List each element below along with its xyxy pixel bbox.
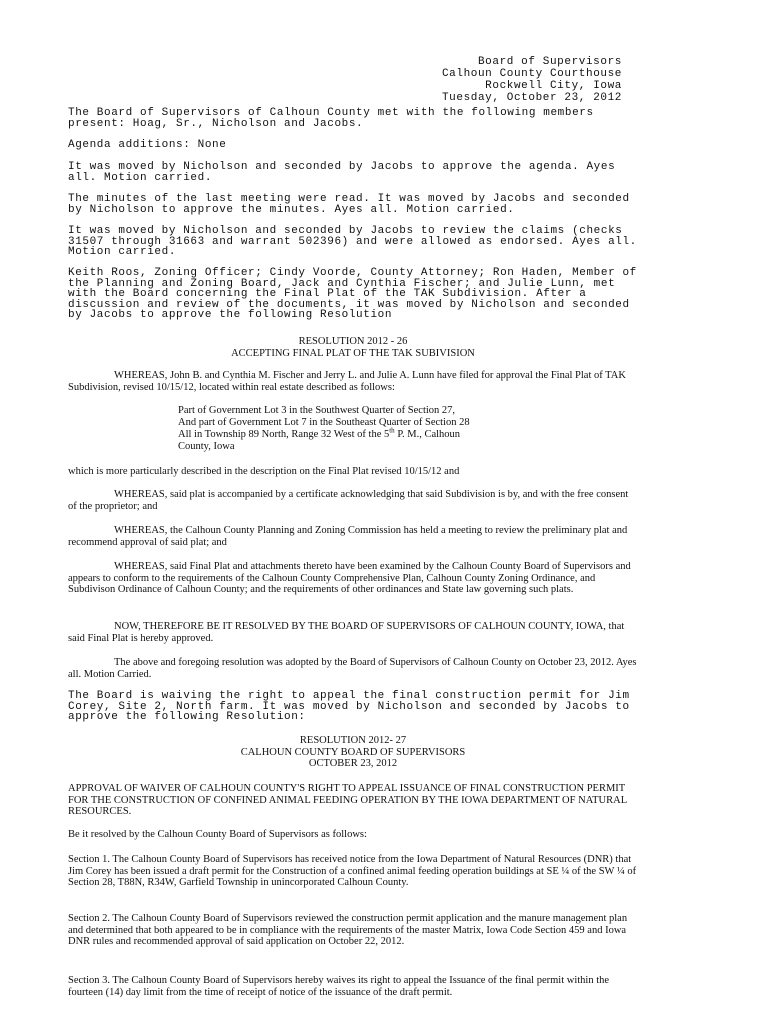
- section-3: Section 3. The Calhoun County Board of Supervisors hereby waives its right to appeal the Issuance of the final permit within the fourteen (14) day limit from the time of receipt of notice of the issuance of the draft permit.: [68, 975, 610, 998]
- resolved-approved: NOW, THEREFORE BE IT RESOLVED BY THE BOARD OF SUPERVISORS OF CALHOUN COUNTY, IOWA, that said Final Plat is hereby approved.: [68, 621, 625, 644]
- resolution-26-heading: [68, 336, 638, 359]
- header-city: Rockwell City, Iowa: [485, 80, 622, 92]
- resolution-27-heading: [68, 735, 638, 770]
- section-1: Section 1. The Calhoun County Board of Supervisors has received notice from the Iowa Department of Natural Resources (DNR) that Jim Corey has been issued a draft permit for the Construction of a confined animal feeding operation buildings at SE ¼ of the SW ¼ of Section 28, T88N, R34W, Garfield Township in unincorporated Calhoun County.: [68, 854, 637, 889]
- header-date: Tuesday, October 23, 2012: [441, 92, 622, 104]
- resolved-intro: Be it resolved by the Calhoun County Board of Supervisors as follows:: [68, 829, 367, 840]
- plat-discussion: Keith Roos, Zoning Officer; Cindy Voorde, County Attorney; Ron Haden, Member of the Planning and Zoning Board, Jack and Cynthia Fischer; and Julie Lunn, met with the Board concerning the Final Plat of the TAK Subdivision. After a discussion and review of the documents, it was moved by Nicholson and seconded by Jacobs to approve the following Resolution: [68, 267, 645, 322]
- resolution-27-number: RESOLUTION 2012- 27: [299, 735, 407, 746]
- legal-line-3-tail: P. M., Calhoun: [394, 429, 461, 440]
- agenda-additions: Agenda additions: None: [68, 139, 227, 151]
- resolution-26-number: RESOLUTION 2012 - 26: [298, 336, 408, 347]
- whereas-examined: WHEREAS, said Final Plat and attachments thereto have been examined by the Calhoun County Board of Supervisors and appears to conform to the requirements of the Calhoun County Comprehensive Plan, Calhoun County Zoning Ordinance, and Subdivison Ordinance of Calhoun County; and the requirements of other ordinances and State law governing such plats.: [68, 561, 631, 596]
- whereas-certificate: WHEREAS, said plat is accompanied by a certificate acknowledging that said Subdivision is by, and with the free consent of the proprietor; and: [68, 489, 629, 512]
- legal-line-3-text: All in Township 89 North, Range 32 West of the 5: [178, 429, 390, 440]
- legal-line-2: And part of Government Lot 7 in the Southeast Quarter of Section 28: [178, 417, 470, 428]
- meeting-header: [442, 56, 622, 104]
- header-courthouse: Calhoun County Courthouse: [441, 68, 622, 80]
- legal-line-4: County, Iowa: [178, 441, 235, 452]
- whereas-commission: WHEREAS, the Calhoun County Planning and Zoning Commission has held a meeting to review the preliminary plat and recommend approval of said plat; and: [68, 525, 628, 548]
- described-text: which is more particularly described in the description on the Final Plat revised 10/15/12 and: [68, 466, 460, 477]
- minutes-motion: The minutes of the last meeting were read. It was moved by Jacobs and seconded by Nicholson to approve the minutes. Ayes all. Motion carried.: [68, 193, 637, 216]
- resolution-27-title: APPROVAL OF WAIVER OF CALHOUN COUNTY'S RIGHT TO APPEAL ISSUANCE OF FINAL CONSTRUCTION PERMIT FOR THE CONSTRUCTION OF CONFINED ANIMAL FEEDING OPERATION BY THE IOWA DEPARTMENT OF NATURAL RESOURCES.: [68, 783, 627, 818]
- legal-line-3: [178, 426, 558, 441]
- section-2: Section 2. The Calhoun County Board of Supervisors reviewed the construction permit application and the manure management plan and determined that both appeared to be in compliance with the requirements of the master Matrix, Iowa Code Section 459 and Iowa DNR rules and recommended approval of said application on October 22, 2012.: [68, 913, 628, 948]
- legal-line-1: Part of Government Lot 3 in the Southwest Quarter of Section 27,: [178, 405, 456, 416]
- resolution-27-body: CALHOUN COUNTY BOARD OF SUPERVISORS: [240, 746, 466, 758]
- legal-description: [178, 405, 558, 453]
- legal-line-3-sup: th: [389, 426, 395, 435]
- resolution-26-title: ACCEPTING FINAL PLAT OF THE TAK SUBIVISION: [231, 347, 475, 359]
- waiver-intro: The Board is waiving the right to appeal the final construction permit for Jim Corey, Site 2, North farm. It was moved by Nicholson and seconded by Jacobs to approve the following Resolution:: [68, 690, 637, 724]
- claims-motion: It was moved by Nicholson and seconded by Jacobs to review the claims (checks 31507 through 31663 and warrant 502396) and were allowed as endorsed. Ayes all. Motion carried.: [68, 225, 645, 259]
- agenda-motion: It was moved by Nicholson and seconded by Jacobs to approve the agenda. Ayes all. Motion carried.: [68, 161, 623, 184]
- whereas-filed: WHEREAS, John B. and Cynthia M. Fischer and Jerry L. and Julie A. Lunn have filed for approval the Final Plat of TAK Subdivision, revised 10/15/12, located within real estate described as follows:: [68, 370, 626, 393]
- header-board: Board of Supervisors: [477, 56, 622, 68]
- resolution-adopted: The above and foregoing resolution was adopted by the Board of Supervisors of Calhoun County on October 23, 2012. Ayes all. Motion Carried.: [68, 657, 637, 680]
- members-present: The Board of Supervisors of Calhoun County met with the following members present: Hoag, Sr., Nicholson and Jacobs.: [68, 107, 601, 130]
- resolution-27-date: OCTOBER 23, 2012: [308, 758, 398, 770]
